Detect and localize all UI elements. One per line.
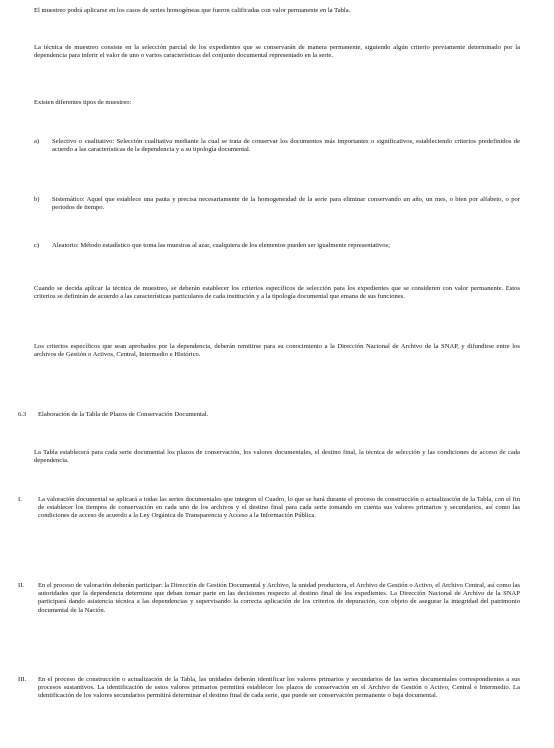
paragraph-sampling-criteria: Cuando se decida aplicar la técnica de muestreo, se deberán establecer los criterios específicos de selección para los expedientes que se consideren con valor permanente. Estos criterios se definirán de acuerdo a las características particulares de cada institución y a la tipología documental que emana de sus funciones. — [34, 285, 520, 301]
sampling-type-systematic — [34, 196, 520, 212]
list-item-text: Selectivo o cualitativo: Selección cualitativa mediante la cual se trata de conservar los documentos más importantes o significativos, estableciendo criterios predefinidos de acuerdo a las características de la dependencia y a su tipología documental. — [52, 138, 520, 154]
numbered-item-i — [18, 496, 520, 521]
section-number: 6.3 — [18, 411, 27, 418]
list-marker: b) — [34, 196, 40, 203]
list-item-text: Sistemático: Aquel que establece una pauta y precisa necesariamente de la homogeneidad de la serie para eliminar conservando un año, un mes, o bien por alfabeto, o por periodos de tiempo. — [52, 196, 520, 212]
section-heading — [18, 411, 518, 419]
paragraph-table-definition: La Tabla establecerá para cada serie documental los plazos de conservación, los valores documentales, el destino final, la técnica de selección y las condiciones de acceso de cada dependencia. — [34, 449, 520, 465]
section-title: Elaboración de la Tabla de Plazos de Conservación Documental. — [38, 411, 209, 418]
numbered-item-iii — [18, 676, 520, 701]
paragraph-sampling-technique: La técnica de muestreo consiste en la selección parcial de los expedientes que se conservarán de manera permanente, siguiendo algún criterio previamente determinado por la dependencia para inferir el valor de uno o varios características del conjunto documental representado en la serie. — [34, 44, 520, 60]
list-item-text: En el proceso de construcción o actualización de la Tabla, las unidades deberán identificar los valores primarios y secundarios de las series documentales correspondientes a sus procesos sustantivos. La identificación de estos valores primarios permitirá establecer los plazos de conservación en el Archivo de Gestión o Activo, Central e Intermedio. La identificación de los valores secundarios permitirá determinar el destino final de cada serie, que puede ser conservación permanente o baja documental. — [38, 676, 520, 700]
sampling-type-random — [34, 242, 520, 250]
paragraph-sampling-scope: El muestreo podrá aplicarse en los casos de series homogéneas que fueron calificadas con valor permanente en la Tabla. — [34, 7, 351, 14]
list-marker: III. — [18, 676, 27, 683]
list-item-text: En el proceso de valoración deberán participar: la Dirección de Gestión Documental y Archivo, la unidad productora, el Archivo de Gestión o Activo, el Archivo Central, así como las autoridades que la dependencia determine que deban tomar parte en las decisiones respecto al destino final de los expedientes. La Dirección Nacional de Archivo de la SNAP participará dando asistencia técnica a las dependencias y supervisando la correcta aplicación de los criterios de depuración, con objeto de asegurar la integridad del patrimonio documental de la Nación. — [38, 582, 520, 614]
list-item-text: La valoración documental se aplicará a todas las series documentales que integren el Cuadro, lo que se hará durante el proceso de construcción o actualización de la Tabla, con el fin de establecer los tiempos de conservación en cada uno de los archivos y el destino final para cada serie tomando en cuenta sus valores primarios y secundarios, así como las condiciones de acceso de acuerdo a la Ley Orgánica de Transparencia y Acceso a la Información Pública. — [38, 496, 520, 520]
numbered-item-ii — [18, 582, 520, 615]
sampling-type-selective — [34, 138, 520, 154]
list-item-text: Aleatorio: Método estadístico que toma las muestras al azar, cualquiera de los elementos pueden ser igualmente representativos; — [52, 242, 390, 249]
list-marker: I. — [18, 496, 22, 503]
list-marker: II. — [18, 582, 25, 589]
paragraph-sampling-types-intro: Existen diferentes tipos de muestreo: — [34, 99, 132, 106]
list-marker: a) — [34, 138, 40, 145]
paragraph-criteria-approval: Los criterios específicos que sean aprobados por la dependencia, deberán remitirse para su conocimiento a la Dirección Nacional de Archivo de la SNAP, y difundirse entre los archivos de Gestión o Activos, Central, Intermedio e Histórico. — [34, 343, 520, 359]
list-marker: c) — [34, 242, 40, 249]
